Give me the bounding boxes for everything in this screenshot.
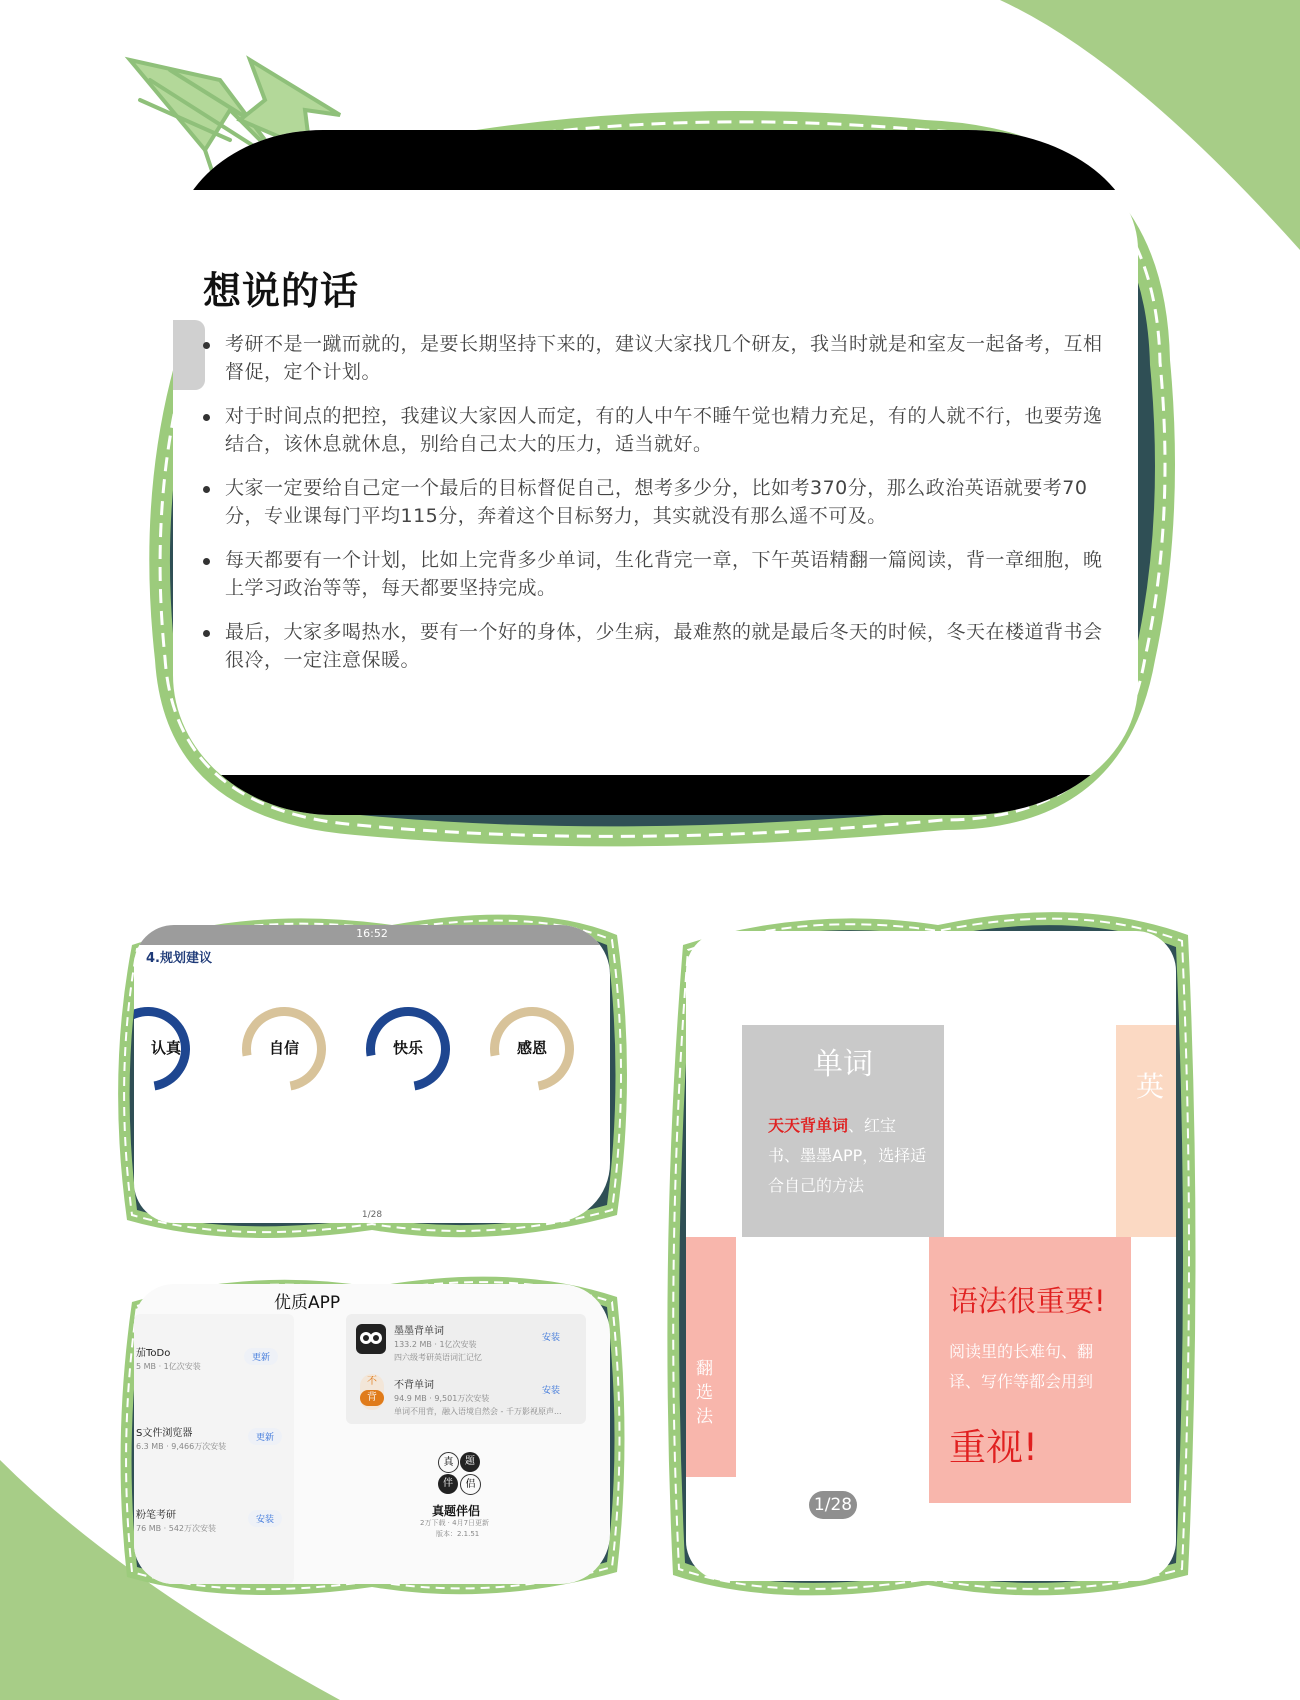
apps-card bbox=[112, 1262, 632, 1607]
scroll-handle[interactable] bbox=[173, 320, 205, 390]
clock: 16:52 bbox=[356, 927, 388, 940]
vocab-screen bbox=[686, 931, 1176, 1581]
bubei-icon: 不 背 bbox=[360, 1374, 384, 1410]
main-content bbox=[173, 130, 1138, 815]
main-card bbox=[125, 100, 1185, 850]
zhenti-meta: 2万下载 · 4月7日更新 bbox=[420, 1519, 490, 1527]
grammar-text: 阅读里的长难句、翻译、写作等都会用到 bbox=[949, 1342, 1094, 1391]
list-item: 每天都要有一个计划，比如上完背多少单词，生化背完一章，下午英语精翻一篇阅读，背一章细胞，晚上学习政治等等，每天都要坚持完成。 bbox=[203, 546, 1103, 602]
grammar-panel bbox=[929, 1237, 1131, 1503]
list-item: 考研不是一蹴而就的，是要长期坚持下来的，建议大家找几个研友，我当时就是和室友一起备考，互相督促，定个计划。 bbox=[203, 330, 1103, 386]
black-bar-bottom bbox=[173, 775, 1138, 815]
app-item[interactable]: 墨墨背单词 133.2 MB · 1亿次安装 四六级考研英语词汇记忆 bbox=[394, 1326, 482, 1362]
page-title: 想说的话 bbox=[203, 269, 360, 313]
section-title: 4.规划建议 bbox=[146, 951, 212, 966]
owl-icon bbox=[356, 1324, 386, 1354]
install-button[interactable]: 安装 bbox=[248, 1510, 282, 1527]
black-bar-top bbox=[173, 130, 1138, 190]
vocab-text: 天天背单词、红宝书、墨墨APP，选择适合自己的方法 bbox=[768, 1116, 927, 1195]
word-label: 自信 bbox=[268, 1039, 299, 1057]
install-button[interactable]: 安装 bbox=[542, 1333, 561, 1343]
grammar-heading: 语法很重要! bbox=[949, 1284, 1106, 1318]
zhenti-name: 真题伴侣 bbox=[432, 1504, 481, 1518]
bullet-list bbox=[203, 330, 1103, 690]
zhenti-version: 版本：2.1.51 bbox=[436, 1530, 480, 1538]
vocab-heading: 单词 bbox=[813, 1047, 873, 1082]
update-button[interactable]: 更新 bbox=[244, 1348, 278, 1365]
app-item[interactable]: 不背单词 94.9 MB · 9,501万次安装 单词不用背，融入语境自然会 - 千万影视原声... bbox=[394, 1380, 562, 1416]
list-item: 最后，大家多喝热水，要有一个好的身体，少生病，最难熬的就是最后冬天的时候，冬天在楼道背书会很冷，一定注意保暖。 bbox=[203, 618, 1103, 674]
apps-screen bbox=[134, 1284, 610, 1584]
vocab-panel bbox=[742, 1025, 944, 1237]
grammar-emphasis: 重视! bbox=[949, 1426, 1038, 1469]
vocab-card bbox=[658, 905, 1203, 1610]
install-button[interactable]: 安装 bbox=[542, 1386, 561, 1396]
word-label: 认真 bbox=[150, 1039, 181, 1057]
zhenti-logo-icon: 真 题 伴 侣 bbox=[438, 1452, 482, 1496]
english-panel bbox=[1116, 1025, 1176, 1237]
section-title: 优质APP bbox=[274, 1293, 341, 1313]
status-bar bbox=[134, 925, 610, 945]
reading-panel bbox=[686, 1237, 736, 1477]
app-item[interactable]: 茄ToDo 5 MB · 1亿次安装 bbox=[136, 1348, 201, 1371]
page-indicator: 1/28 bbox=[809, 1491, 857, 1519]
update-button[interactable]: 更新 bbox=[248, 1428, 282, 1445]
plan-card bbox=[112, 905, 632, 1245]
reading-label: 翻选法 bbox=[696, 1359, 713, 1427]
app-item[interactable]: S文件浏览器 6.3 MB · 9,466万次安装 bbox=[136, 1428, 227, 1451]
word-label: 感恩 bbox=[516, 1039, 547, 1057]
page-indicator: 1/28 bbox=[361, 1210, 383, 1220]
app-item[interactable]: 粉笔考研 76 MB · 542万次安装 bbox=[136, 1510, 217, 1533]
english-label: 英 bbox=[1136, 1070, 1165, 1103]
plan-screen bbox=[134, 925, 610, 1223]
list-item: 大家一定要给自己定一个最后的目标督促自己，想考多少分，比如考370分，那么政治英语就要考70分，专业课每门平均115分，奔着这个目标努力，其实就没有那么遥不可及。 bbox=[203, 474, 1103, 530]
word-label: 快乐 bbox=[392, 1039, 423, 1057]
list-item: 对于时间点的把控，我建议大家因人而定，有的人中午不睡午觉也精力充足，有的人就不行，也要劳逸结合，该休息就休息，别给自己太大的压力，适当就好。 bbox=[203, 402, 1103, 458]
